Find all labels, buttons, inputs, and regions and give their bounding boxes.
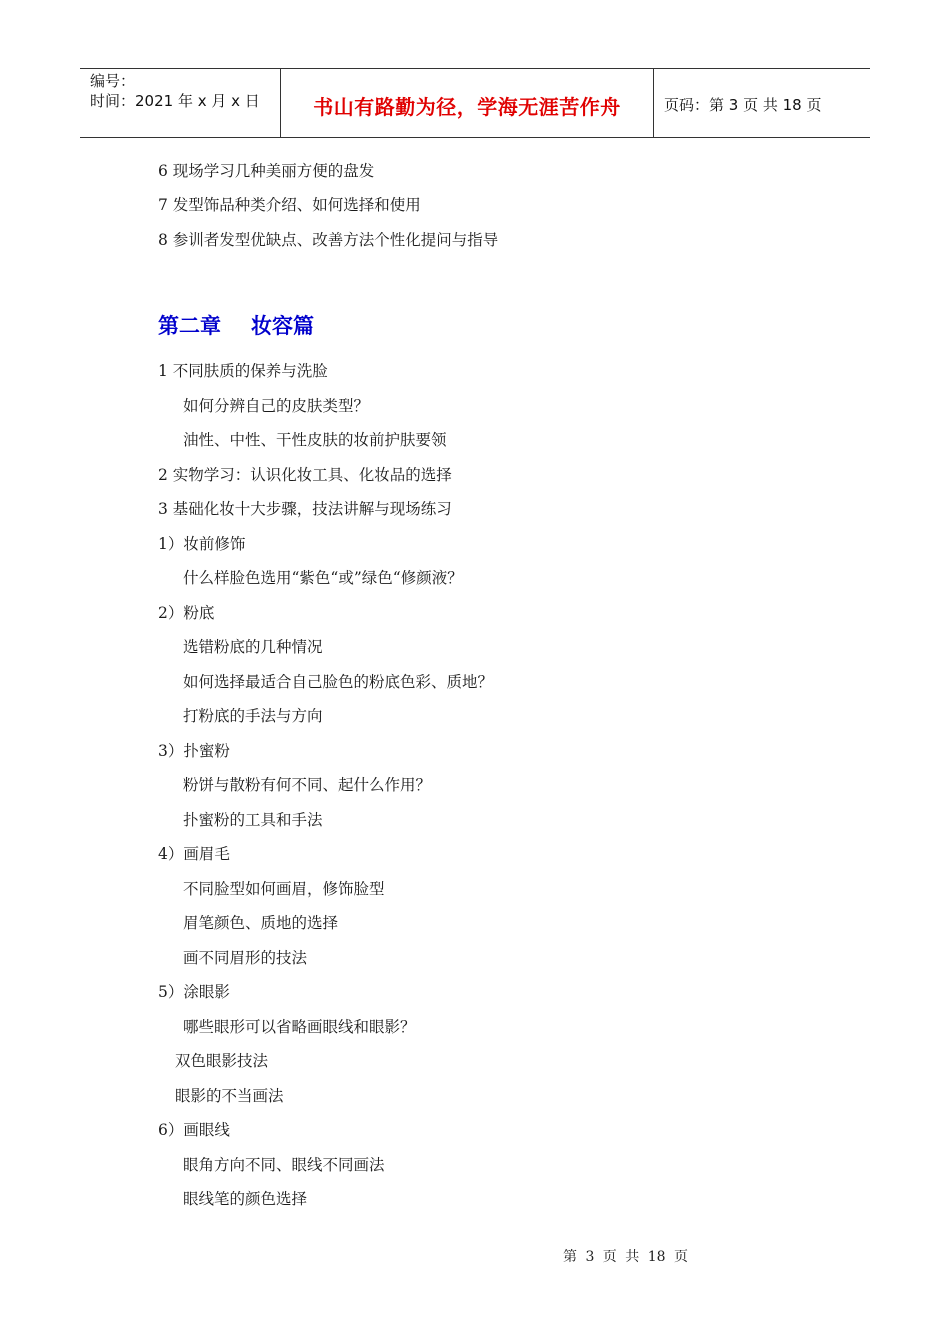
page-footer: 第 3 页 共 18 页: [563, 1249, 688, 1265]
list-item: 1 不同肤质的保养与洗脸: [158, 362, 328, 380]
list-item: 8 参训者发型优缺点、改善方法个性化提问与指导: [158, 231, 499, 249]
list-item: 哪些眼形可以省略画眼线和眼影？: [183, 1018, 416, 1036]
list-item: 双色眼影技法: [175, 1052, 269, 1070]
list-item: 3 基础化妆十大步骤，技法讲解与现场练习: [158, 500, 452, 518]
list-item: 3）扑蜜粉: [158, 742, 230, 760]
header-motto: 书山有路勤为径，学海无涯苦作舟: [313, 94, 621, 119]
list-item: 2）粉底: [158, 604, 215, 622]
list-item: 眼线笔的颜色选择: [183, 1190, 308, 1208]
list-item: 什么样脸色选用“紫色“或”绿色“修颜液？: [183, 569, 463, 587]
page-header: [80, 68, 870, 138]
list-item: 画不同眉形的技法: [183, 949, 308, 967]
chapter-title: 妆容篇: [251, 314, 314, 338]
list-item: 粉饼与散粉有何不同、起什么作用？: [183, 776, 432, 794]
list-item: 不同脸型如何画眉，修饰脸型: [183, 880, 385, 898]
list-item: 眼影的不当画法: [175, 1087, 284, 1105]
list-item: 6 现场学习几种美丽方便的盘发: [158, 162, 375, 180]
list-item: 眼角方向不同、眼线不同画法: [183, 1156, 385, 1174]
list-item: 油性、中性、干性皮肤的妆前护肤要领: [183, 431, 447, 449]
header-time-label: 时间：2021 年 x 月 x 日: [90, 92, 260, 110]
list-item: 眉笔颜色、质地的选择: [183, 914, 339, 932]
chapter-number: 第二章: [158, 314, 221, 338]
header-meta-cell: [80, 69, 281, 137]
list-item: 如何分辨自己的皮肤类型？: [183, 397, 370, 415]
header-motto-cell: [281, 69, 654, 137]
list-item: 7 发型饰品种类介绍、如何选择和使用: [158, 196, 421, 214]
list-item: 4）画眉毛: [158, 845, 230, 863]
list-item: 选错粉底的几种情况: [183, 638, 323, 656]
list-item: 6）画眼线: [158, 1121, 230, 1139]
list-item: 扑蜜粉的工具和手法: [183, 811, 323, 829]
list-item: 打粉底的手法与方向: [183, 707, 323, 725]
header-page-info: 页码：第 3 页 共 18 页: [664, 95, 822, 114]
list-item: 5）涂眼影: [158, 983, 230, 1001]
chapter-heading: [158, 310, 314, 340]
header-number-label: 编号：: [90, 72, 136, 90]
list-item: 1）妆前修饰: [158, 535, 246, 553]
list-item: 2 实物学习：认识化妆工具、化妆品的选择: [158, 466, 452, 484]
list-item: 如何选择最适合自己脸色的粉底色彩、质地？: [183, 673, 494, 691]
header-page-cell: [654, 69, 870, 137]
